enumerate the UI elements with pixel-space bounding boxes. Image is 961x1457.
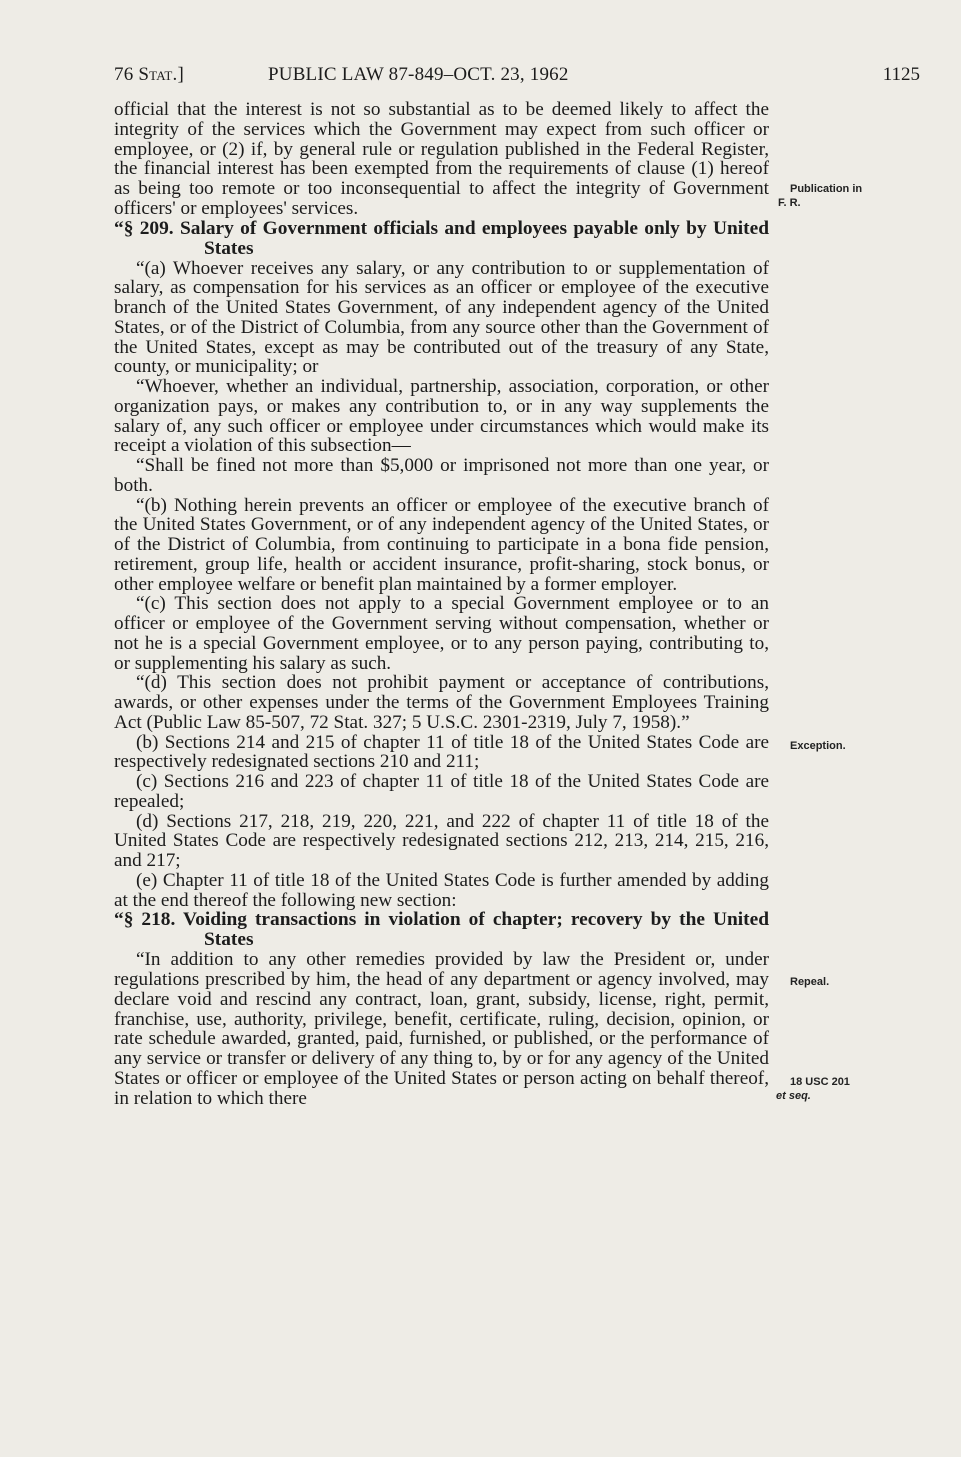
margin-note-et-seq: et seq.: [776, 1090, 811, 1102]
paragraph-continued: official that the interest is not so substantial as to be deemed likely to affect the integrity of the services which the Government may expect from such officer or employee, or (2) if, by general rule or regulation published in the Federal Register, the financial interest has been exempted from the requirements of clause (1) hereof as being too remote or too inconsequential to affect the integrity of Government officers' or employees' services.: [114, 99, 769, 219]
paragraph-209-c: “(c) This section does not apply to a special Government employee or to an officer or employee of the Government serving without compensation, whether or not he is a special Government employee, or to any person paying, contributing to, or supplementing his salary as such.: [114, 593, 769, 674]
margin-note-exception: Exception.: [790, 740, 846, 752]
paragraph-209-penalty: “Shall be fined not more than $5,000 or imprisoned not more than one year, or both.: [114, 455, 769, 496]
paragraph-209-b: “(b) Nothing herein prevents an officer or employee of the executive branch of the United States Government, or of any independent agency of the United States, or of the District of Columbia, from continuing to participate in a bona fide pension, retirement, group life, health or accident insurance, profit-sharing, stock bonus, or other employee welfare or benefit plan maintained by a former employer.: [114, 494, 769, 595]
margin-note-usc-cite: 18 USC 201: [790, 1076, 850, 1088]
page-header: [114, 62, 920, 88]
paragraph-b-redesignation: (b) Sections 214 and 215 of chapter 11 of title 18 of the United States Code are respectively redesignated sections 210 and 211;: [114, 731, 769, 773]
margin-note-publication-line1: Publication in: [790, 183, 863, 195]
volume-number: 76: [114, 64, 134, 85]
paragraph-209-d: “(d) This section does not prohibit payment or acceptance of contributions, awards, or other expenses under the terms of the Government Employees Training Act (Public Law 85-507, 72 Stat. 327; 5 U.S.C. 2301-2319, July 7, 1958).”: [114, 672, 769, 733]
paragraph-c-repeal: (c) Sections 216 and 223 of chapter 11 of title 18 of the United States Code are repealed;: [114, 771, 769, 812]
section-218-heading: “§ 218. Voiding transactions in violation of chapter; recovery by the United States: [114, 909, 769, 951]
volume-label: Stat.: [138, 64, 178, 85]
body-text: [114, 100, 769, 1108]
section-209-heading: “§ 209. Salary of Government officials and employees payable only by United States: [114, 217, 769, 259]
margin-note-publication: [778, 182, 920, 210]
paragraph-218-text: “In addition to any other remedies provided by law the President or, under regulations prescribed by him, the head of any department or agency involved, may declare void and rescind any contract, loan, grant, subsidy, license, right, permit, franchise, use, authority, privilege, benefit, certificate, ruling, decision, opinion, or rate schedule awarded, granted, paid, furnished, or published, or the performance of any service or transfer or delivery of any thing to, by or for any agency of the United States or officer or employee of the United States or person acting on behalf thereof, in relation to which there: [114, 949, 769, 1109]
paragraph-209-a: “(a) Whoever receives any salary, or any contribution to or supplementation of salary, as compensation for his services as an officer or employee of the executive branch of the United States Government, of any independent agency of the United States, or of the District of Columbia, from any source other than the Government of the United States, except as may be contributed out of the treasury of any State, county, or municipality; or: [114, 257, 769, 378]
margin-note-usc: [776, 1075, 920, 1103]
paragraph-d-redesignation: (d) Sections 217, 218, 219, 220, 221, and 222 of chapter 11 of title 18 of the United States Code are respectively redesignated sections 212, 213, 214, 215, 216, and 217;: [114, 810, 769, 871]
header-title: PUBLIC LAW 87-849–OCT. 23, 1962: [268, 64, 569, 85]
paragraph-e-amendment: (e) Chapter 11 of title 18 of the United States Code is further amended by adding at the end thereof the following new section:: [114, 869, 769, 911]
paragraph-209-whoever: “Whoever, whether an individual, partnership, association, corporation, or other organization pays, or makes any contribution to, or in any way supplements the salary of, any such officer or employee under circumstances which would make its receipt a violation of this subsection—: [114, 376, 769, 457]
margin-note-publication-line2: F. R.: [778, 197, 801, 209]
volume-reference: [114, 62, 184, 88]
page-number: 1125: [882, 64, 920, 85]
margin-note-repeal: Repeal.: [790, 976, 830, 988]
volume-bracket: ]: [177, 64, 184, 85]
